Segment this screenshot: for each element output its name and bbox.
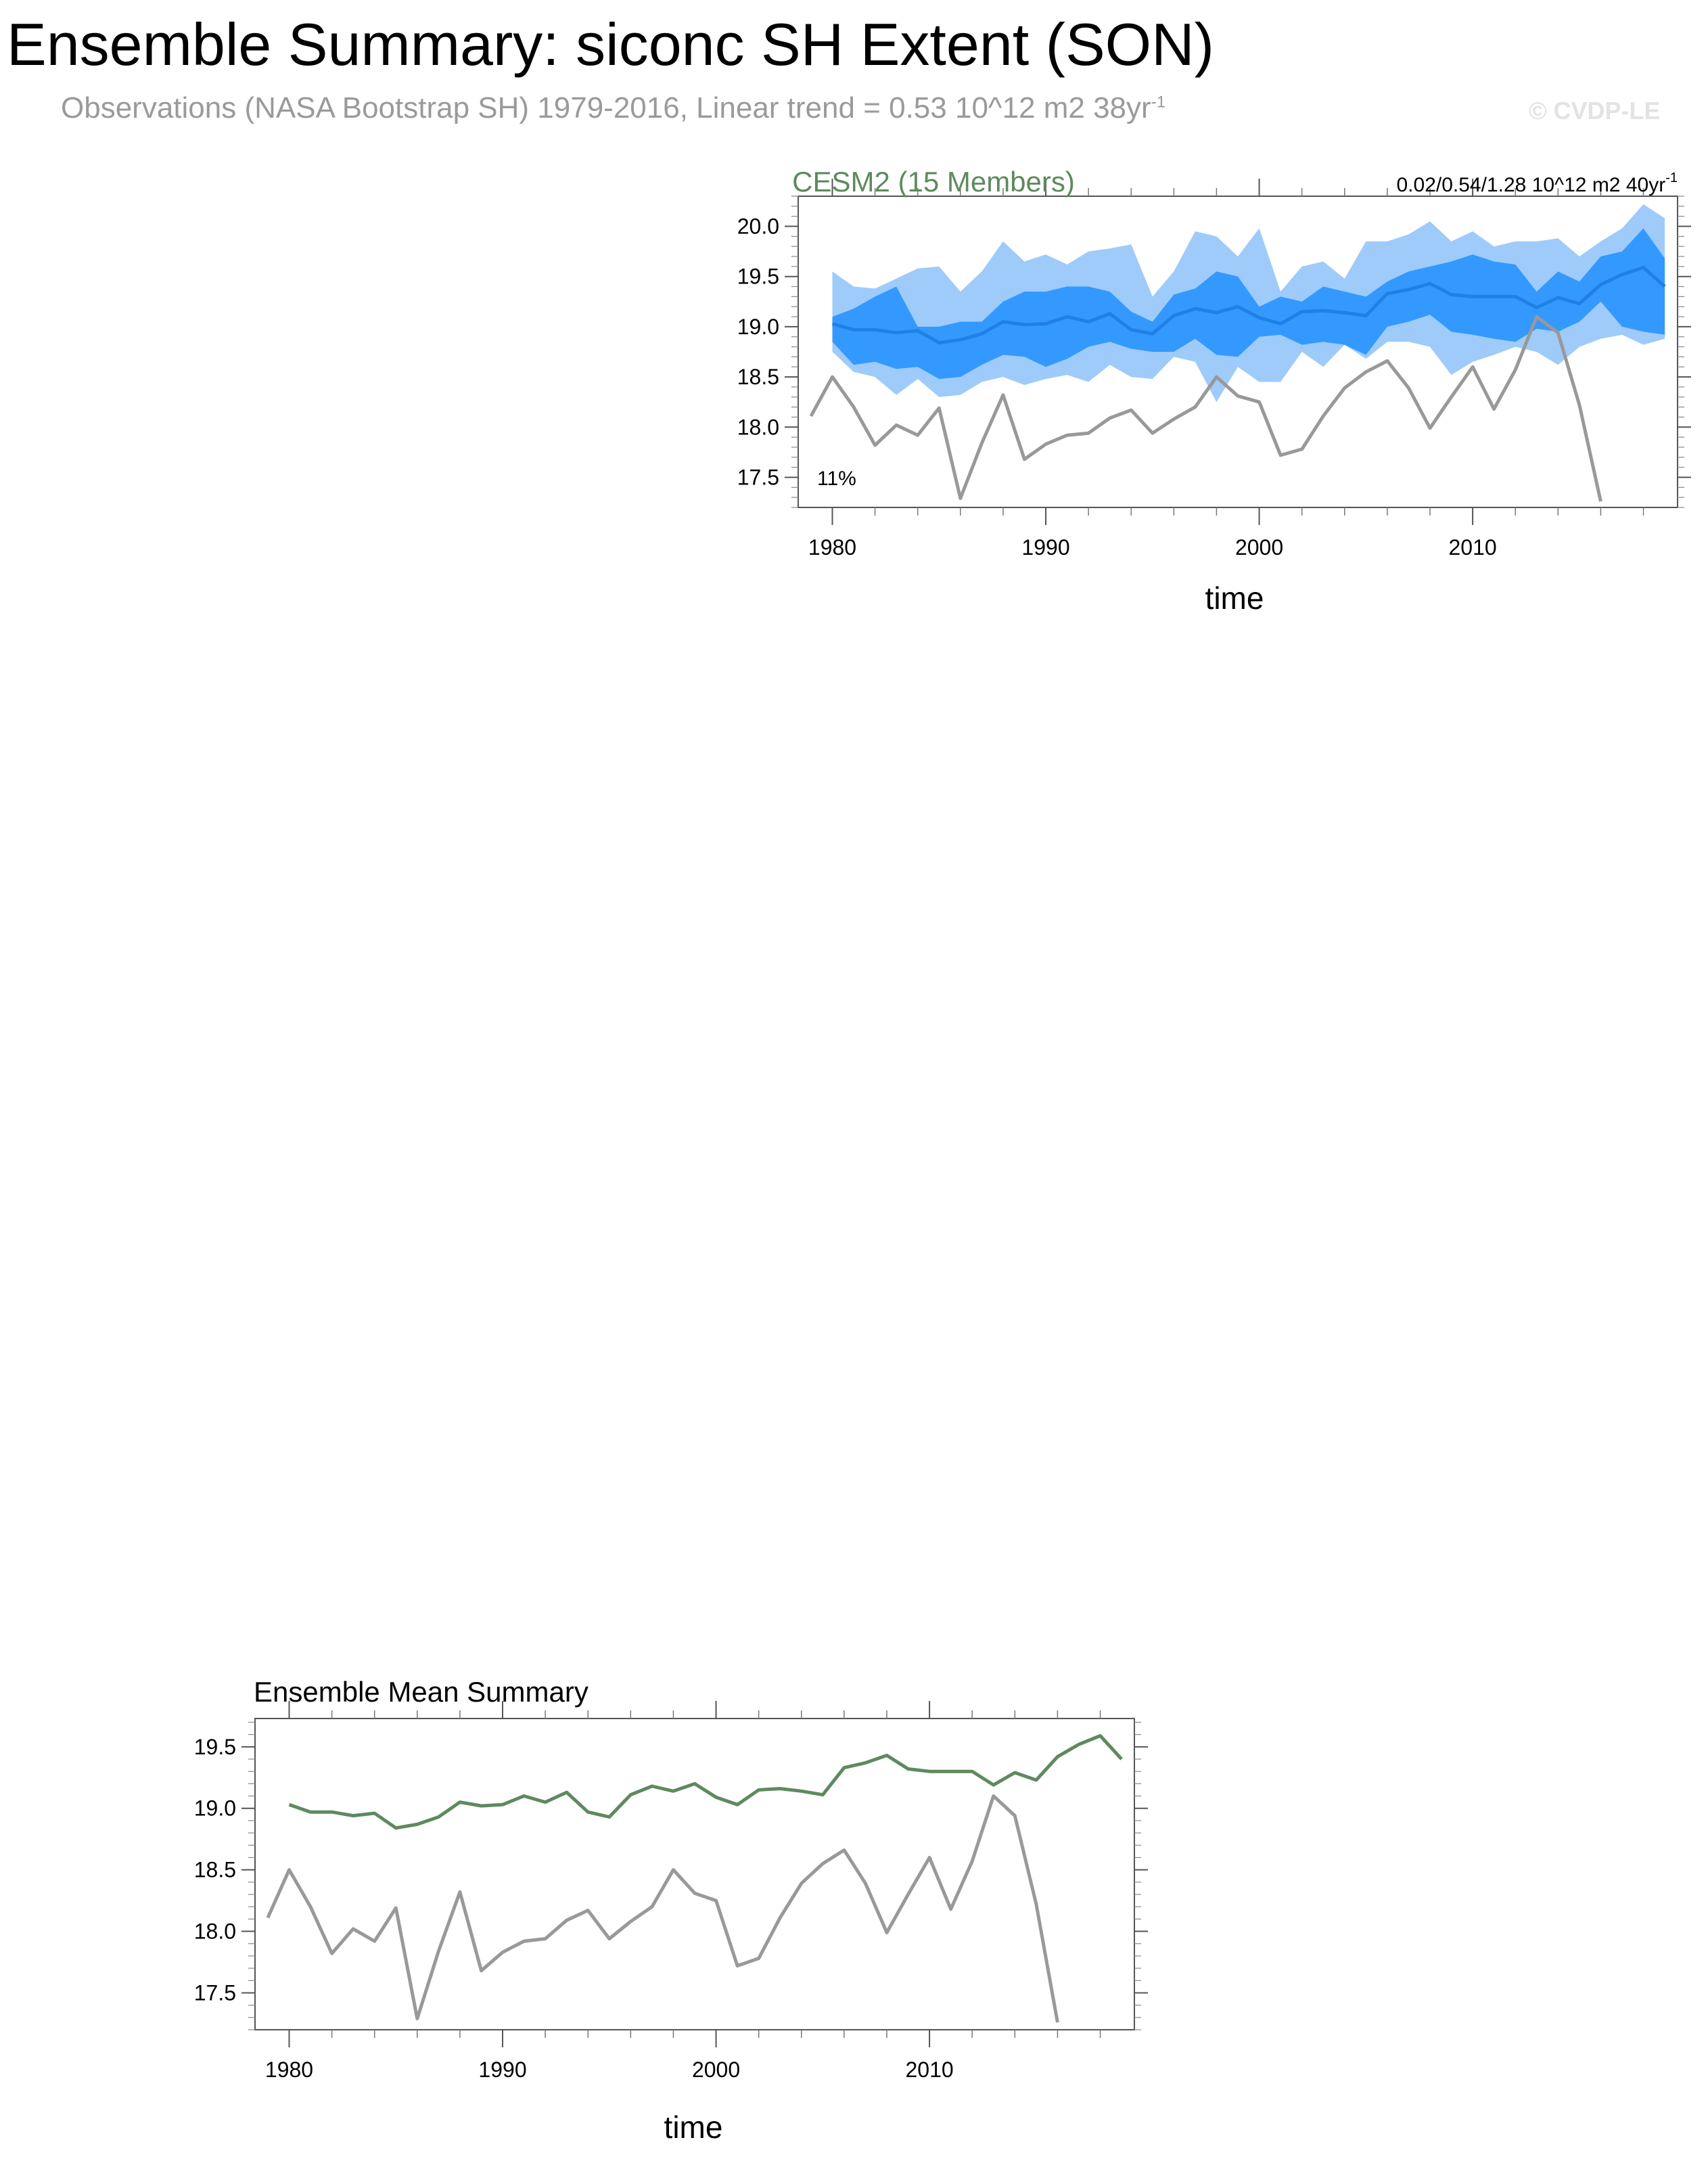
x-tick-label: 2010 <box>905 2057 954 2082</box>
trend-stats-superscript: -1 <box>1665 170 1678 185</box>
copyright-watermark: © CVDP-LE <box>1529 97 1661 124</box>
observations-subtitle <box>61 93 1165 123</box>
trend-stats <box>1397 170 1678 196</box>
y-tick-label: 18.0 <box>193 1919 236 1944</box>
model-title: CESM2 (15 Members) <box>792 166 1075 198</box>
y-tick-label: 18.5 <box>737 365 779 390</box>
x-tick-label: 2010 <box>1448 535 1497 560</box>
y-tick-label: 19.5 <box>193 1734 236 1759</box>
x-tick-label: 1990 <box>1021 535 1070 560</box>
y-tick-label: 18.0 <box>737 415 779 440</box>
ensemble-mean-line <box>290 1736 1122 1828</box>
y-tick-label: 18.5 <box>193 1857 236 1882</box>
axis-ticks <box>241 1701 1148 2047</box>
y-tick-label: 19.5 <box>737 264 779 289</box>
x-axis-label: time <box>1205 581 1264 616</box>
plot-area <box>194 1701 1148 2082</box>
y-tick-label: 17.5 <box>193 1980 236 2005</box>
x-tick-label: 2000 <box>691 2057 741 2082</box>
y-tick-label: 20.0 <box>737 214 779 239</box>
percentile-annotation: 11% <box>817 468 856 490</box>
ensemble-spread-bands <box>833 204 1665 402</box>
page-title: Ensemble Summary: siconc SH Extent (SON) <box>7 11 1214 78</box>
x-tick-label: 2000 <box>1234 535 1284 560</box>
x-axis-label: time <box>664 2110 723 2145</box>
x-tick-label: 1980 <box>264 2057 314 2082</box>
y-tick-label: 19.0 <box>193 1796 236 1821</box>
subtitle-text: Observations (NASA Bootstrap SH) 1979-2016, Linear trend = 0.53 10^12 m2 38yr <box>61 91 1151 124</box>
observations-line <box>268 1796 1058 2023</box>
series-lines <box>268 1736 1122 2023</box>
y-tick-label: 19.0 <box>737 314 779 339</box>
summary-title: Ensemble Mean Summary <box>254 1676 588 1708</box>
plot-frame <box>255 1719 1134 2030</box>
x-tick-label: 1980 <box>808 535 857 560</box>
plot-area <box>737 179 1691 560</box>
y-tick-label: 17.5 <box>737 465 779 490</box>
ensemble-mean-summary-chart <box>156 1651 1150 2152</box>
trend-stats-text: 0.02/0.54/1.28 10^12 m2 40yr <box>1396 174 1666 196</box>
subtitle-superscript: -1 <box>1151 93 1166 112</box>
x-tick-label: 1990 <box>478 2057 527 2082</box>
cesm2-ensemble-chart <box>717 166 1708 629</box>
